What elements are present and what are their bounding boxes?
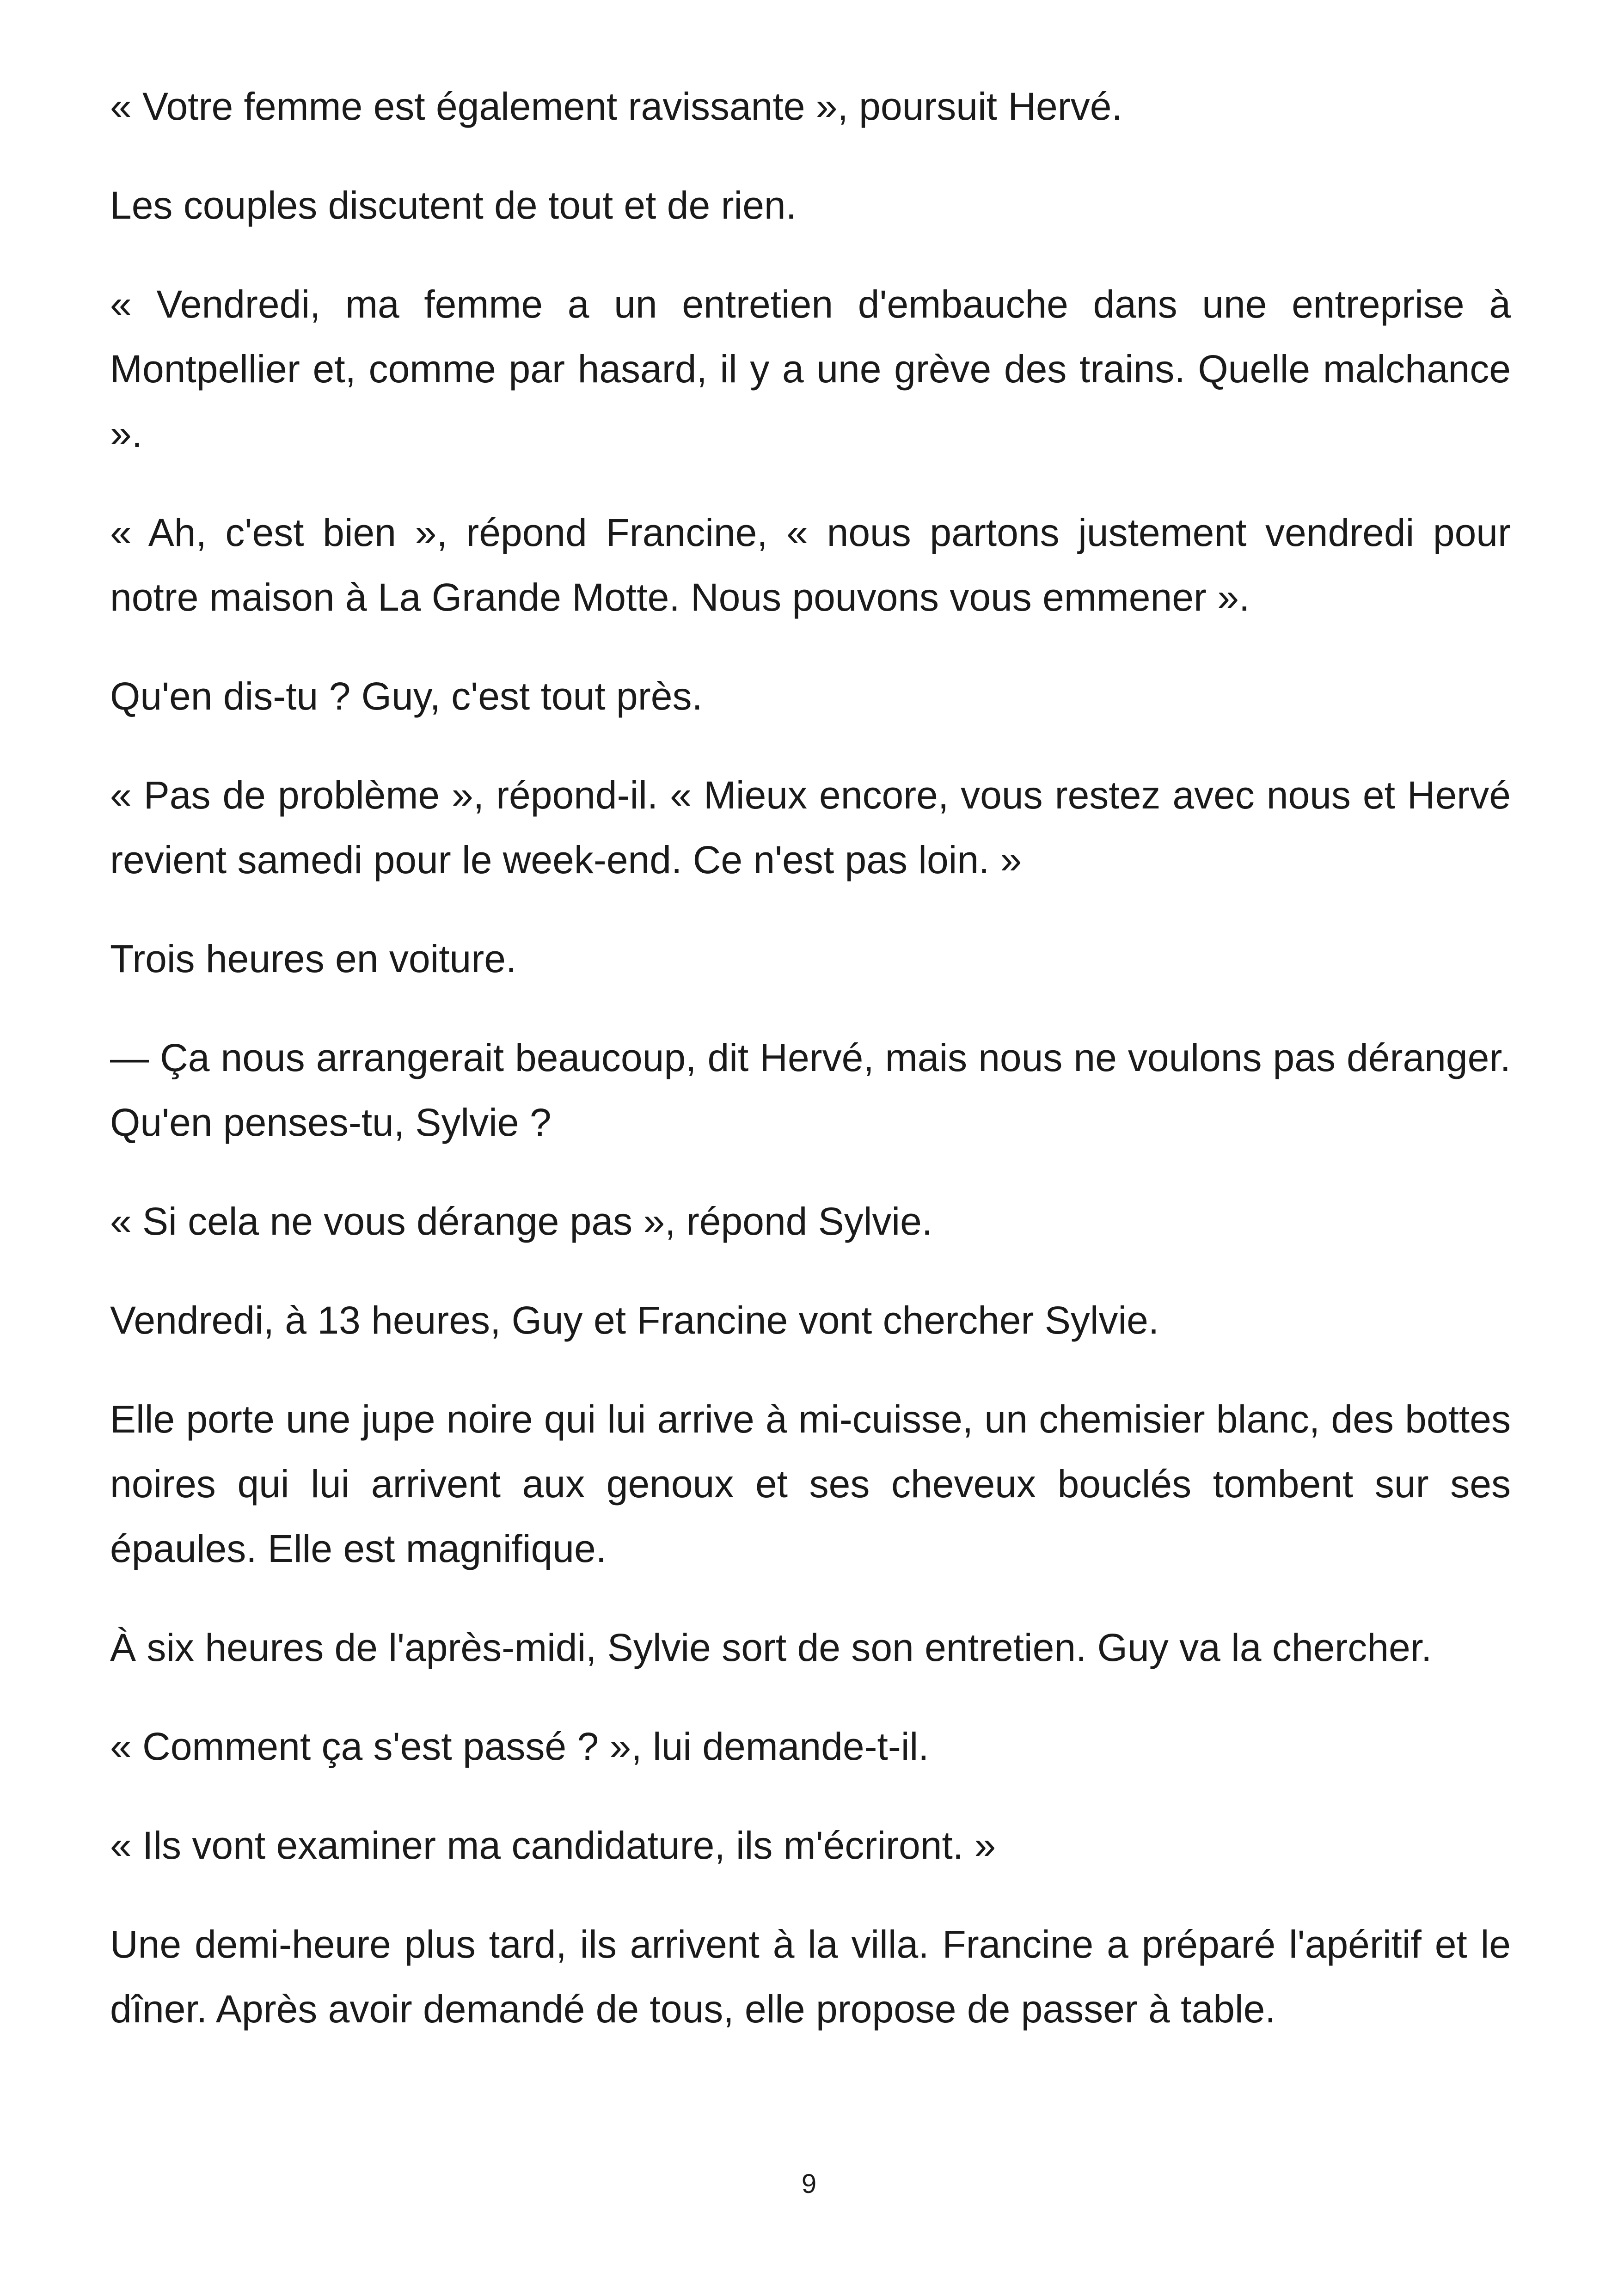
paragraph: Une demi-heure plus tard, ils arrivent à la villa. Francine a préparé l'apéritif et le dîner. Après avoir demandé de tous, elle propose de passer à table. (110, 1923, 1511, 2031)
paragraph: À six heures de l'après-midi, Sylvie sort de son entretien. Guy va la chercher. (110, 1626, 1432, 1669)
paragraph: « Vendredi, ma femme a un entretien d'embauche dans une entreprise à Montpellier et, comme par hasard, il y a une grève des trains. Quelle malchance ». (110, 282, 1511, 455)
paragraph: « Votre femme est également ravissante », poursuit Hervé. (110, 85, 1122, 128)
document-page (110, 74, 1511, 2076)
paragraph: Qu'en dis-tu ? Guy, c'est tout près. (110, 674, 703, 718)
paragraph: « Si cela ne vous dérange pas », répond Sylvie. (110, 1200, 933, 1243)
paragraph: Vendredi, à 13 heures, Guy et Francine vont chercher Sylvie. (110, 1298, 1159, 1342)
paragraph: — Ça nous arrangerait beaucoup, dit Hervé, mais nous ne voulons pas déranger. Qu'en penses-tu, Sylvie ? (110, 1036, 1511, 1144)
paragraph: Les couples discutent de tout et de rien. (110, 184, 797, 227)
paragraph: « Ils vont examiner ma candidature, ils m'écriront. » (110, 1824, 996, 1867)
paragraph: « Comment ça s'est passé ? », lui demande-t-il. (110, 1725, 929, 1768)
paragraph: « Ah, c'est bien », répond Francine, « nous partons justement vendredi pour notre maison à La Grande Motte. Nous pouvons vous emmener ». (110, 511, 1511, 619)
page-number: 9 (801, 2169, 817, 2199)
paragraph: Trois heures en voiture. (110, 937, 517, 980)
paragraph: Elle porte une jupe noire qui lui arrive à mi-cuisse, un chemisier blanc, des bottes noires qui lui arrivent aux genoux et ses cheveux bouclés tombent sur ses épaules. Elle est magnifique. (110, 1397, 1511, 1570)
paragraph: « Pas de problème », répond-il. « Mieux encore, vous restez avec nous et Hervé revient samedi pour le week-end. Ce n'est pas loin. » (110, 773, 1511, 882)
